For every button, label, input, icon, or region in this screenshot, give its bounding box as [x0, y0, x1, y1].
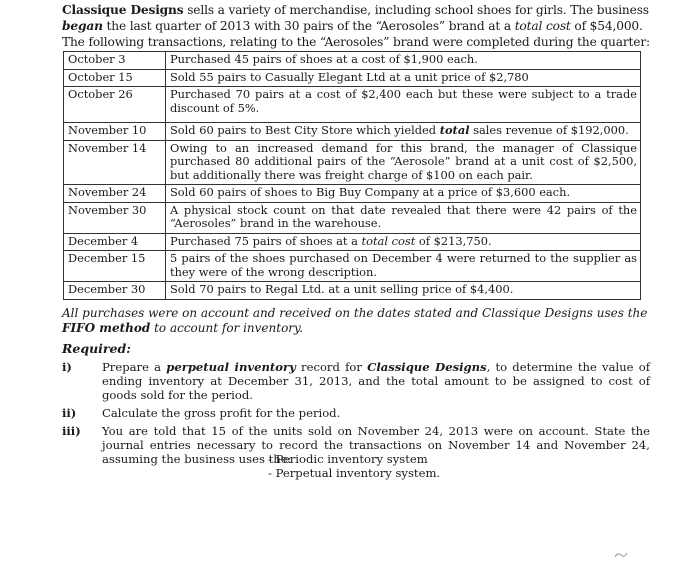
req-part: record for	[295, 359, 368, 374]
table-row	[64, 251, 641, 282]
row-description: Owing to an increased demand for this brand, the manager of Classique purchased 80 additional pairs of the “Aerosole” brand at a unit cost of $2,500, but additionally there was freight charge of $100 on each pair.	[166, 140, 641, 185]
row-date: November 24	[64, 185, 166, 203]
fifo-method: FIFO method	[62, 320, 151, 335]
table-row	[64, 282, 641, 300]
table-row	[64, 140, 641, 185]
req-emphasis: perpetual inventory	[166, 359, 296, 374]
table-row	[64, 185, 641, 203]
requirement-item	[62, 360, 650, 402]
row-date: October 3	[64, 52, 166, 70]
row-description: Sold 60 pairs of shoes to Big Buy Company at a price of $3,600 each.	[166, 185, 641, 203]
table-row	[64, 52, 641, 70]
table-row	[64, 87, 641, 123]
table-row	[64, 233, 641, 251]
requirement-item	[62, 406, 650, 420]
req-part: Prepare a	[102, 359, 167, 374]
row-description: Purchased 70 pairs at a cost of $2,400 each but these were subject to a trade discount of 5%.	[166, 87, 641, 123]
desc-emphasis: total cost	[361, 233, 416, 248]
req-emphasis: Classique Designs	[367, 359, 487, 374]
row-date: October 15	[64, 69, 166, 87]
desc-part: of $213,750.	[415, 233, 492, 248]
row-description	[166, 123, 641, 141]
table-row	[64, 123, 641, 141]
req-part: You are told that 15 of the units sold on November 24, 2013 were on account. State the journal entries necessary to record the transactions on November 14 and November 24, assuming the business uses the:	[102, 423, 650, 466]
row-date: December 4	[64, 233, 166, 251]
row-description	[166, 233, 641, 251]
began-word: began	[62, 19, 103, 33]
desc-emphasis: total	[439, 123, 470, 137]
requirement-text	[102, 360, 650, 402]
desc-part: sales revenue of $192,000.	[469, 123, 629, 137]
decorative-mark-icon	[614, 551, 628, 559]
total-cost-phrase: total cost	[514, 19, 571, 33]
company-name: Classique Designs	[62, 3, 184, 17]
row-description: Purchased 45 pairs of shoes at a cost of $1,900 each.	[166, 52, 641, 70]
row-description: A physical stock count on that date revealed that there were 42 pairs of the “Aerosoles” brand in the warehouse.	[166, 202, 641, 233]
intro-text-2: the last quarter of 2013 with 30 pairs of the “Aerosoles” brand at a	[102, 19, 515, 33]
intro-text-3: of $54,000.	[570, 19, 643, 33]
req-part: , to determine the value of ending inventory at December 31, 2013, and the total amount to be assigned to cost of goods sold for the period.	[102, 359, 650, 402]
requirement-number: i)	[62, 359, 72, 374]
required-heading: Required:	[62, 340, 131, 356]
fifo-note	[62, 306, 650, 336]
row-date: December 15	[64, 251, 166, 282]
note-text: All purchases were on account and received on the dates stated and Classique Designs uses the	[62, 305, 648, 320]
note-text: to account for inventory.	[150, 320, 304, 335]
transactions-table	[63, 51, 641, 300]
row-date: December 30	[64, 282, 166, 300]
row-date: November 30	[64, 202, 166, 233]
table-row	[64, 69, 641, 87]
row-date: November 10	[64, 123, 166, 141]
requirement-number: iii)	[62, 423, 81, 438]
row-description: 5 pairs of the shoes purchased on December 4 were returned to the supplier as they were of the wrong description.	[166, 251, 641, 282]
table-row	[64, 202, 641, 233]
intro-paragraph	[62, 2, 650, 50]
requirement-text: Calculate the gross profit for the period.	[102, 405, 341, 420]
requirement-item	[62, 424, 650, 480]
perpetual-system: - Perpetual inventory system.	[268, 465, 441, 480]
intro-text-1: sells a variety of merchandise, including school shoes for girls. The business	[183, 3, 649, 17]
intro-text-4: The following transactions, relating to the “Aerosoles” brand were completed during the quarter:	[62, 35, 650, 49]
requirement-number: ii)	[62, 405, 77, 420]
requirement-text	[102, 424, 650, 480]
question-page	[62, 2, 650, 480]
row-date: November 14	[64, 140, 166, 185]
row-description: Sold 55 pairs to Casually Elegant Ltd at a unit price of $2,780	[166, 69, 641, 87]
row-description: Sold 70 pairs to Regal Ltd. at a unit selling price of $4,400.	[166, 282, 641, 300]
periodic-system: - Periodic inventory system	[268, 451, 428, 466]
desc-part: Sold 60 pairs to Best City Store which yielded	[170, 123, 440, 137]
row-date: October 26	[64, 87, 166, 123]
desc-part: Purchased 75 pairs of shoes at a	[170, 233, 362, 248]
